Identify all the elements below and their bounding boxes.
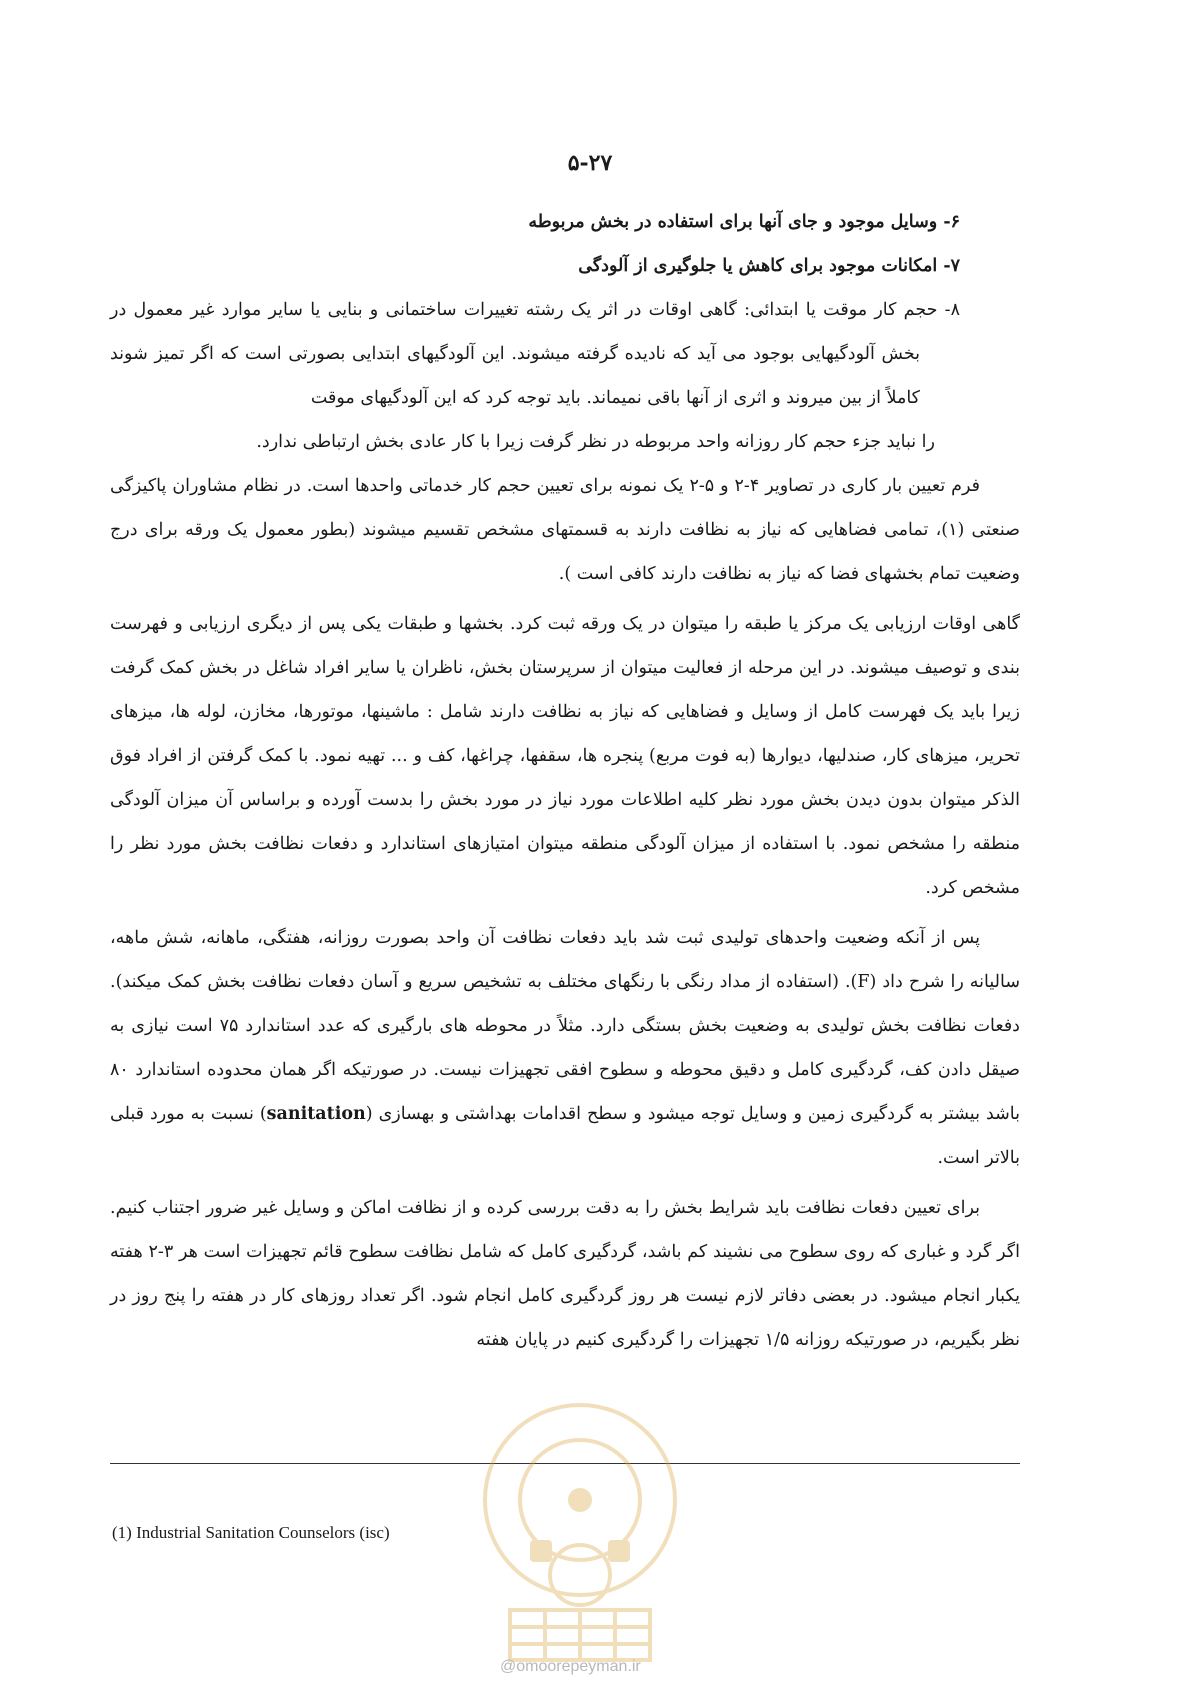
paragraph-text: ) نسبت به مورد قبلی بالاتر است. xyxy=(110,1104,1020,1168)
paragraph: برای تعیین دفعات نظافت باید شرایط بخش را به دقت بررسی کرده و از نظافت اماکن و وسایل غیر ضرور اجتناب کنیم. اگر گرد و غباری که روی سطوح می نشیند کم باشد، گردگیری کامل که شامل نظافت سطوح قائم تجهیزات است هر ۳-۲ هفته یکبار انجام میشود. در بعضی دفاتر لازم نیست هر روز گردگیری کامل انجام شود. اگر تعداد روزهای کار در هفته را پنج روز در نظر بگیریم، در صورتیکه روزانه ۱/۵ تجهیزات را گردگیری کنیم در پایان هفته xyxy=(110,1198,1020,1350)
list-item: ۶- وسایل موجود و جای آنها برای استفاده در بخش مربوطه xyxy=(528,212,960,232)
page-number: ۵-۲۷ xyxy=(567,150,613,176)
publisher-seal-icon xyxy=(470,1390,690,1670)
list-item: ۷- امکانات موجود برای کاهش یا جلوگیری از آلودگی xyxy=(578,256,960,276)
paragraph: گاهی اوقات ارزیابی یک مرکز یا طبقه را میتوان در یک ورقه ثبت کرد. بخشها و طبقات یکی پس از دیگری ارزیابی و فهرست بندی و توصیف میشوند. در این مرحله از فعالیت میتوان از سرپرستان بخش، ناظران یا سایر افراد شاغل در بخش کمک گرفت زیرا باید یک فهرست کامل از وسایل و فضاهایی که نیاز به نظافت دارند شامل : ماشینها، موتورها، مخازن، لوله ها، میزهای تحریر، میزهای کار، صندلیها، دیوارها (به فوت مربع) پنجره ها، سقفها، چراغها، کف و ... تهیه نمود. با کمک گرفتن از افراد فوق الذکر میتوان بدون دیدن بخش مورد نظر کلیه اطلاعات مورد نیاز در مورد بخش را بدست آورده و براساس آن میزان آلودگی منطقه را مشخص نمود. با استفاده از میزان آلودگی منطقه میتوان امتیازهای استاندارد و دفعات نظافت بخش مورد نظر را مشخص کرد. xyxy=(110,614,1020,898)
paragraph xyxy=(110,916,1020,1180)
list-item: ۸- حجم کار موقت یا ابتدائی: گاهی اوقات در اثر یک رشته تغییرات ساختمانی و بنایی یا سایر موارد غیر معمول در بخش آلودگیهایی بوجود می آید که نادیده گرفته میشوند. این آلودگیهای ابتدایی بصورتی است که اگر تمیز شوند کاملاً از بین میروند و اثری از آنها باقی نمیماند. باید توجه کرد که این آلودگیهای موقت xyxy=(110,300,960,408)
watermark-site: @omoorepeyman.ir xyxy=(500,1658,641,1675)
paragraph-text: پس از آنکه وضعیت واحدهای تولیدی ثبت شد باید دفعات نظافت آن واحد بصورت روزانه، هفتگی، ماهانه، شش ماهه، سالیانه را شرح داد (F). (استفاده از مداد رنگی با رنگهای مختلف به تشخیص سریع و آسان دفعات نظافت بخش کمک میکند). دفعات نظافت بخش تولیدی به وضعیت بخش بستگی دارد. مثلاً در محوطه های بارگیری که عدد استاندارد ۷۵ است نیازی به صیقل دادن کف، گردگیری کامل و دقیق محوطه و سطوح افقی تجهیزات نیست. در صورتیکه اگر همان محدوده استاندارد ۸۰ باشد بیشتر به گردگیری زمین و وسایل توجه میشود و سطح اقدامات بهداشتی و بهسازی ( xyxy=(110,928,1020,1124)
latin-term: sanitation xyxy=(266,1104,366,1124)
footnote: (1) Industrial Sanitation Counselors (isc) xyxy=(112,1523,390,1542)
list-item: را نباید جزء حجم کار روزانه واحد مربوطه در نظر گرفت زیرا با کار عادی بخش ارتباطی ندارد. xyxy=(256,432,935,452)
document-body xyxy=(110,200,1020,1368)
paragraph: فرم تعیین بار کاری در تصاویر ۴-۲ و ۵-۲ یک نمونه برای تعیین حجم کار خدماتی واحدها است. در نظام مشاوران پاکیزگی صنعتی (۱)، تمامی فضاهایی که نیاز به نظافت دارند به قسمتهای مشخص تقسیم میشوند (بطور معمول یک ورقه برای درج وضعیت تمام بخشهای فضا که نیاز به نظافت دارند کافی است ). xyxy=(110,476,1021,584)
